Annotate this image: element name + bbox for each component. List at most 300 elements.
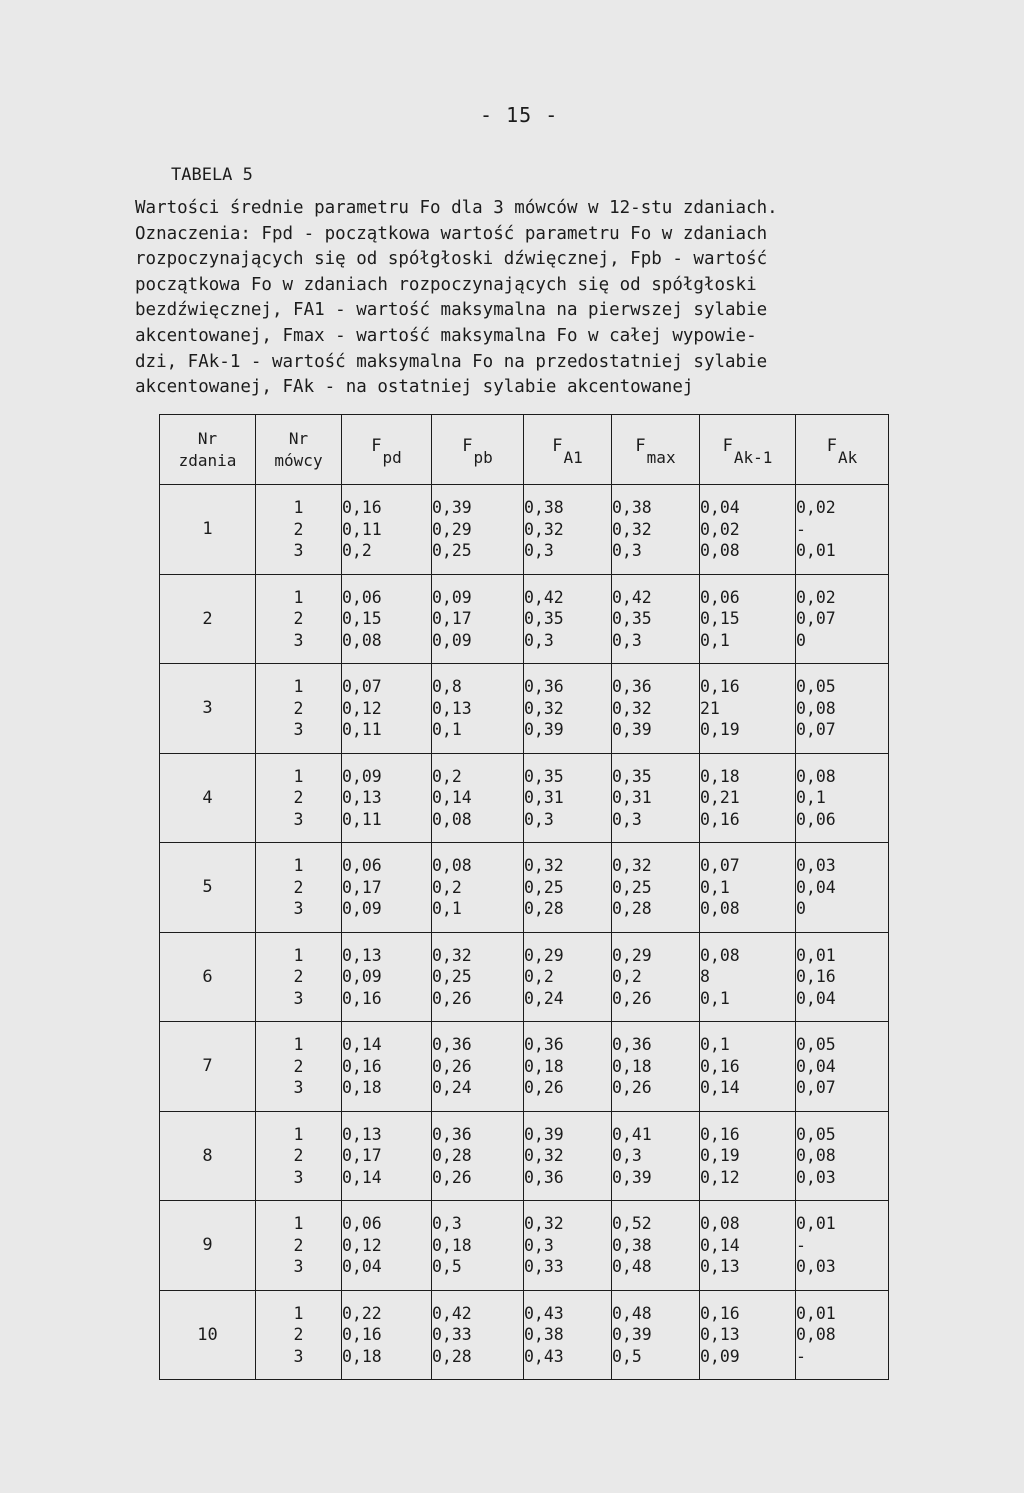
value: 0,05 [796, 677, 836, 696]
value: 0,42 [612, 587, 652, 607]
header-fpd [342, 415, 432, 485]
speaker-number: 2 [293, 877, 304, 897]
value: 0,06 [342, 1214, 382, 1233]
value-cell-fpb [432, 1111, 524, 1201]
value-cell-fa1 [524, 753, 612, 843]
value: 0,14 [700, 1235, 740, 1255]
value-cell-fmax [612, 1201, 700, 1291]
value: 0,36 [612, 677, 652, 696]
value: 0,18 [342, 1346, 382, 1366]
value: 0,22 [342, 1303, 382, 1323]
value: 0,13 [432, 698, 472, 718]
table-row [160, 1111, 889, 1201]
value: 0,13 [700, 1257, 740, 1276]
value-cell-fak1 [700, 843, 796, 933]
speaker-number: 2 [293, 698, 304, 718]
value: 0,29 [432, 519, 472, 539]
value-cell-fpb [432, 1290, 524, 1380]
value-cell-fa1 [524, 1201, 612, 1291]
value: 0,02 [796, 498, 836, 517]
value-cell-fpd [342, 574, 432, 664]
speaker-number: 3 [293, 630, 304, 650]
sentence-number: 4 [160, 753, 256, 843]
value-cell-fak1 [700, 1111, 796, 1201]
value: 0,36 [612, 1035, 652, 1054]
table-caption [135, 196, 935, 401]
speaker-number: 3 [293, 1078, 304, 1097]
value: 0,38 [524, 498, 564, 517]
sentence-number: 3 [160, 664, 256, 754]
value: 0,09 [342, 766, 382, 786]
value: 0,2 [524, 967, 554, 986]
caption-line: Oznaczenia: Fpd - początkowa wartość parametru Fo w zdaniach [135, 223, 768, 244]
value: 0,39 [612, 1167, 652, 1187]
header-main: F [552, 435, 563, 456]
value: 0,08 [796, 698, 836, 718]
value: 0,32 [612, 519, 652, 539]
value-cell-fak [796, 1201, 889, 1291]
speaker-numbers [256, 485, 342, 575]
value: 0,3 [612, 1146, 642, 1165]
value: 0,25 [432, 967, 472, 986]
value: 0,32 [524, 698, 564, 718]
value-cell-fak [796, 843, 889, 933]
value: 0,14 [342, 1035, 382, 1054]
value: 0,24 [432, 1078, 472, 1097]
value-cell-fak [796, 664, 889, 754]
table-row [160, 1290, 889, 1380]
value: 0,13 [342, 1124, 382, 1144]
value: 0,35 [524, 609, 564, 628]
header-text: zdania [178, 450, 237, 470]
value: 0 [796, 899, 806, 918]
value: 0,3 [612, 809, 642, 829]
value: 0,25 [432, 541, 472, 560]
value: 0,03 [796, 856, 836, 875]
value: 0,2 [612, 967, 642, 986]
value: 0,14 [342, 1167, 382, 1187]
speaker-number: 3 [293, 988, 304, 1008]
value-cell-fak1 [700, 932, 796, 1022]
header-main: F [722, 435, 733, 456]
value: 0,16 [342, 1325, 382, 1344]
speaker-number: 2 [293, 1146, 304, 1165]
header-fak [796, 415, 889, 485]
value-cell-fpd [342, 932, 432, 1022]
value: 0,38 [612, 1235, 652, 1255]
value: 0,09 [342, 967, 382, 986]
fo-parameters-table [159, 414, 889, 1380]
value-cell-fak [796, 1290, 889, 1380]
value-cell-fak1 [700, 664, 796, 754]
sentence-number: 7 [160, 1022, 256, 1112]
value-cell-fmax [612, 574, 700, 664]
value: 0,1 [700, 877, 730, 897]
speaker-number: 2 [293, 1325, 304, 1344]
value-cell-fmax [612, 753, 700, 843]
value-cell-fpb [432, 574, 524, 664]
value-cell-fmax [612, 1022, 700, 1112]
speaker-numbers [256, 843, 342, 933]
speaker-number: 2 [293, 1056, 304, 1076]
value: 0,18 [612, 1056, 652, 1076]
value: 0,38 [524, 1325, 564, 1344]
value: 0,11 [342, 809, 382, 829]
value: 0,13 [700, 1325, 740, 1344]
value: 0,08 [700, 541, 740, 560]
value: 0,2 [432, 766, 462, 786]
value-cell-fa1 [524, 1022, 612, 1112]
speaker-number: 3 [293, 809, 304, 829]
value: 0,06 [796, 809, 836, 829]
value-cell-fa1 [524, 664, 612, 754]
table-body [160, 485, 889, 1380]
header-fa1 [524, 415, 612, 485]
value: 0,26 [432, 1056, 472, 1076]
value: 0,36 [524, 1035, 564, 1054]
value: 0,43 [524, 1303, 564, 1323]
value: 0,26 [432, 988, 472, 1008]
value: 0,03 [796, 1257, 836, 1276]
value: 0,08 [700, 899, 740, 918]
value-cell-fa1 [524, 1111, 612, 1201]
table-row [160, 753, 889, 843]
value: 0,26 [612, 1078, 652, 1097]
value-cell-fpb [432, 753, 524, 843]
value: 0,5 [612, 1346, 642, 1366]
value: 0,16 [700, 677, 740, 696]
value: 0,32 [524, 1214, 564, 1233]
value: 0,36 [432, 1124, 472, 1144]
sentence-number: 9 [160, 1201, 256, 1291]
value: 0,42 [432, 1303, 472, 1323]
speaker-number: 1 [293, 856, 304, 875]
header-fak1 [700, 415, 796, 485]
value: 0,04 [796, 877, 836, 897]
value-cell-fmax [612, 843, 700, 933]
value: 0,13 [342, 788, 382, 807]
speaker-numbers [256, 664, 342, 754]
value: 0,19 [700, 1146, 740, 1165]
value-cell-fpd [342, 1022, 432, 1112]
value: 0,19 [700, 720, 740, 739]
value: 0,1 [796, 788, 826, 807]
table-row [160, 1201, 889, 1291]
value: 0,17 [432, 609, 472, 628]
value: 0,48 [612, 1303, 652, 1323]
caption-line: początkowa Fo w zdaniach rozpoczynających się od spółgłoski [135, 274, 757, 295]
value: 0,07 [796, 609, 836, 628]
value: 0,12 [342, 698, 382, 718]
value-cell-fak [796, 753, 889, 843]
value-cell-fak1 [700, 574, 796, 664]
caption-line: dzi, FAk-1 - wartość maksymalna Fo na przedostatniej sylabie [135, 351, 768, 372]
value-cell-fpb [432, 843, 524, 933]
speaker-number: 1 [293, 677, 304, 696]
value: 0,16 [700, 1124, 740, 1144]
value-cell-fpd [342, 843, 432, 933]
value-cell-fak [796, 1111, 889, 1201]
value-cell-fak [796, 1022, 889, 1112]
caption-line: akcentowanej, Fmax - wartość maksymalna Fo w całej wypowie- [135, 325, 757, 346]
speaker-numbers [256, 1111, 342, 1201]
value: 0,08 [342, 630, 382, 650]
value: 0,07 [796, 1078, 836, 1097]
caption-line: rozpoczynających się od spółgłoski dźwięcznej, Fpb - wartość [135, 249, 768, 270]
speaker-number: 1 [293, 1303, 304, 1323]
value: 0,32 [432, 945, 472, 965]
value: 0,18 [524, 1056, 564, 1076]
value: 0,32 [524, 1146, 564, 1165]
value: 0,3 [524, 1235, 554, 1255]
header-sub: pb [473, 447, 493, 467]
header-sub: pd [382, 447, 402, 467]
value-cell-fa1 [524, 574, 612, 664]
value: 0,12 [342, 1235, 382, 1255]
value: 0,26 [612, 988, 652, 1008]
value-cell-fak1 [700, 1290, 796, 1380]
speaker-numbers [256, 932, 342, 1022]
caption-line: bezdźwięcznej, FA1 - wartość maksymalna na pierwszej sylabie [135, 300, 768, 321]
table-row [160, 1022, 889, 1112]
value-cell-fmax [612, 932, 700, 1022]
value: 0,1 [700, 630, 730, 650]
value: 0 [796, 630, 806, 650]
value: 0,26 [432, 1167, 472, 1187]
value: 21 [700, 698, 720, 718]
header-main: F [826, 435, 837, 456]
value: 0,02 [700, 519, 740, 539]
value-cell-fa1 [524, 1290, 612, 1380]
value-cell-fak [796, 932, 889, 1022]
value: 0,28 [432, 1346, 472, 1366]
value: 0,3 [432, 1214, 462, 1233]
value: 0,04 [342, 1257, 382, 1276]
value: 0,2 [342, 541, 372, 560]
value-cell-fpd [342, 1201, 432, 1291]
value: 0,32 [524, 856, 564, 875]
speaker-number: 2 [293, 1235, 304, 1255]
speaker-number: 2 [293, 519, 304, 539]
value: 0,16 [342, 498, 382, 517]
value: 0,35 [612, 609, 652, 628]
caption-line: akcentowanej, FAk - na ostatniej sylabie akcentowanej [135, 377, 694, 398]
value: 0,3 [612, 630, 642, 650]
value: 0,38 [612, 498, 652, 517]
value: 0,16 [796, 967, 836, 986]
caption-line: Wartości średnie parametru Fo dla 3 mówców w 12-stu zdaniach. [135, 198, 778, 218]
speaker-number: 1 [293, 1124, 304, 1144]
value: 0,07 [342, 677, 382, 696]
table-row [160, 932, 889, 1022]
value: 0,31 [612, 788, 652, 807]
speaker-number: 3 [293, 1167, 304, 1187]
value: 0,16 [342, 1056, 382, 1076]
value: 0,39 [612, 720, 652, 739]
header-fmax [612, 415, 700, 485]
value-cell-fak1 [700, 485, 796, 575]
value: 0,06 [342, 856, 382, 875]
header-text: mówcy [274, 450, 323, 470]
sentence-number: 5 [160, 843, 256, 933]
value: 0,18 [700, 766, 740, 786]
value: 0,15 [700, 609, 740, 628]
speaker-number: 3 [293, 720, 304, 739]
value: 0,2 [432, 877, 462, 897]
value: 0,05 [796, 1124, 836, 1144]
header-nr-zdania [160, 415, 256, 485]
value: 0,04 [700, 498, 740, 517]
value-cell-fpb [432, 664, 524, 754]
value: 0,36 [524, 677, 564, 696]
value: 0,25 [612, 877, 652, 897]
value: - [796, 1235, 806, 1255]
value-cell-fpd [342, 664, 432, 754]
value: 0,04 [796, 988, 836, 1008]
value: 0,28 [612, 899, 652, 918]
value: - [796, 519, 806, 539]
speaker-number: 2 [293, 788, 304, 807]
value: 0,09 [342, 899, 382, 918]
value: 0,32 [524, 519, 564, 539]
value: 0,08 [796, 766, 836, 786]
value-cell-fak [796, 485, 889, 575]
table-row [160, 843, 889, 933]
value: 0,07 [700, 856, 740, 875]
value: 0,01 [796, 1214, 836, 1233]
value: 0,21 [700, 788, 740, 807]
value: 0,08 [700, 945, 740, 965]
value: 0,09 [432, 630, 472, 650]
value: 0,16 [700, 809, 740, 829]
table-row [160, 485, 889, 575]
value: 0,08 [432, 809, 472, 829]
speaker-number: 2 [293, 967, 304, 986]
value: 0,11 [342, 720, 382, 739]
value: 0,3 [524, 809, 554, 829]
value: 0,28 [524, 899, 564, 918]
table-row [160, 664, 889, 754]
table-label: TABELA 5 [171, 165, 253, 185]
value: 0,16 [700, 1303, 740, 1323]
value-cell-fpd [342, 1111, 432, 1201]
value: 0,16 [342, 988, 382, 1008]
header-main: F [462, 435, 473, 456]
header-fpb [432, 415, 524, 485]
value: 0,01 [796, 541, 836, 560]
value: 0,28 [432, 1146, 472, 1165]
speaker-numbers [256, 1290, 342, 1380]
value: 0,26 [524, 1078, 564, 1097]
value: 0,14 [700, 1078, 740, 1097]
header-sub: Ak-1 [733, 447, 773, 467]
value: 0,33 [524, 1257, 564, 1276]
value: 0,41 [612, 1124, 652, 1144]
header-sub: A1 [563, 447, 583, 467]
sentence-number: 6 [160, 932, 256, 1022]
speaker-number: 3 [293, 541, 304, 560]
value-cell-fak1 [700, 1201, 796, 1291]
value: 0,25 [524, 877, 564, 897]
header-main: F [635, 435, 646, 456]
value: 0,32 [612, 698, 652, 718]
value: 0,08 [432, 856, 472, 875]
value-cell-fmax [612, 1111, 700, 1201]
speaker-numbers [256, 753, 342, 843]
page-number: - 15 - [480, 103, 559, 127]
value: 0,42 [524, 587, 564, 607]
value-cell-fak1 [700, 753, 796, 843]
value: 0,36 [432, 1035, 472, 1054]
value: 8 [700, 967, 710, 986]
table-row [160, 574, 889, 664]
sentence-number: 1 [160, 485, 256, 575]
value-cell-fak [796, 574, 889, 664]
value: 0,18 [342, 1078, 382, 1097]
value: 0,35 [524, 766, 564, 786]
header-sub: max [646, 447, 676, 467]
value: 0,02 [796, 587, 836, 607]
value: 0,09 [700, 1346, 740, 1366]
speaker-number: 1 [293, 1035, 304, 1054]
value: 0,52 [612, 1214, 652, 1233]
value: 0,08 [796, 1146, 836, 1165]
value-cell-fpd [342, 485, 432, 575]
value: 0,08 [796, 1325, 836, 1344]
value: 0,06 [342, 587, 382, 607]
value: 0,29 [524, 945, 564, 965]
value: 0,5 [432, 1257, 462, 1276]
header-main: F [371, 435, 382, 456]
value-cell-fa1 [524, 932, 612, 1022]
value: 0,8 [432, 677, 462, 696]
speaker-number: 1 [293, 766, 304, 786]
value: 0,39 [524, 1124, 564, 1144]
speaker-number: 2 [293, 609, 304, 628]
value: 0,08 [700, 1214, 740, 1233]
value-cell-fak1 [700, 1022, 796, 1112]
value-cell-fmax [612, 664, 700, 754]
header-sub: Ak [837, 447, 858, 467]
speaker-numbers [256, 1022, 342, 1112]
speaker-number: 1 [293, 945, 304, 965]
value: - [796, 1346, 806, 1366]
value: 0,32 [612, 856, 652, 875]
value-cell-fmax [612, 485, 700, 575]
value: 0,3 [612, 541, 642, 560]
value: 0,15 [342, 609, 382, 628]
table-header-row [160, 415, 889, 485]
value: 0,14 [432, 788, 472, 807]
value: 0,01 [796, 945, 836, 965]
sentence-number: 8 [160, 1111, 256, 1201]
value: 0,11 [342, 519, 382, 539]
value: 0,17 [342, 1146, 382, 1165]
value: 0,3 [524, 630, 554, 650]
value-cell-fpb [432, 1201, 524, 1291]
value: 0,16 [700, 1056, 740, 1076]
header-text: Nr [288, 428, 309, 448]
speaker-number: 1 [293, 498, 304, 517]
value: 0,1 [700, 988, 730, 1008]
value: 0,13 [342, 945, 382, 965]
value: 0,09 [432, 587, 472, 607]
header-text: Nr [197, 428, 218, 448]
speaker-numbers [256, 574, 342, 664]
sentence-number: 2 [160, 574, 256, 664]
value-cell-fa1 [524, 485, 612, 575]
value: 0,29 [612, 945, 652, 965]
